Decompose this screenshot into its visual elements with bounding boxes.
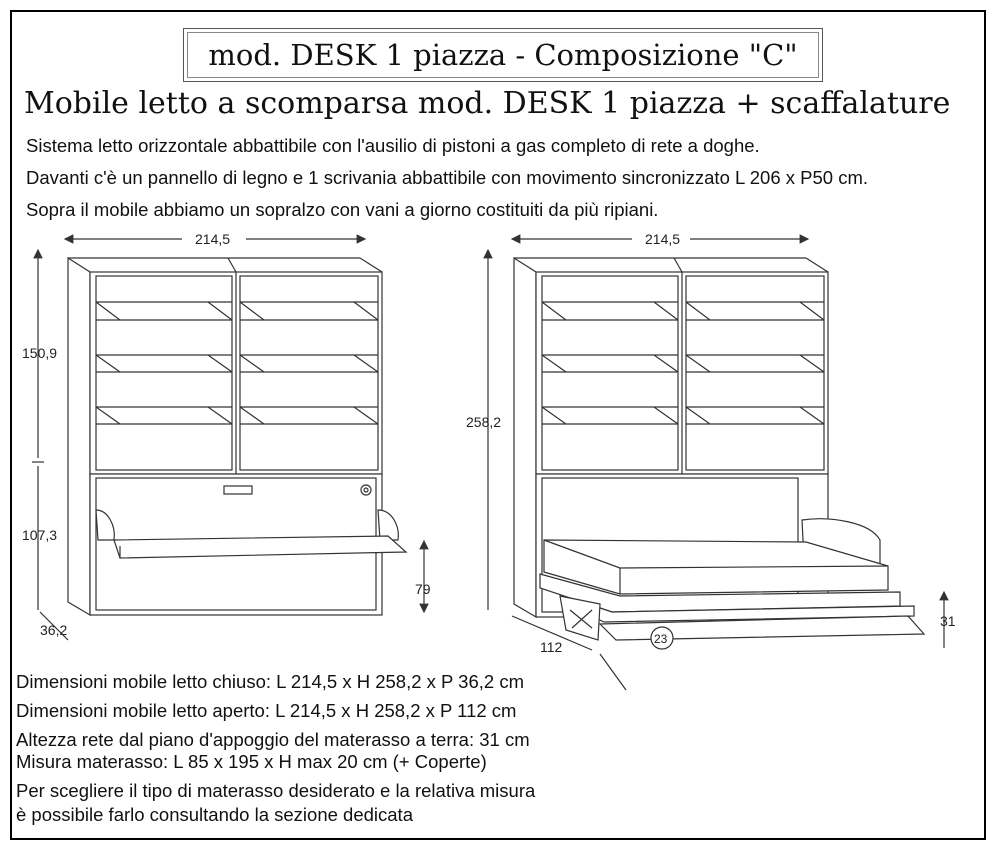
spec-open-dimensions: Dimensioni mobile letto aperto: L 214,5 x H 258,2 x P 112 cm [16,700,517,721]
left-upper-height-label: 150,9 [22,345,58,361]
left-view-closed [32,239,424,640]
right-total-height-label: 258,2 [466,414,502,430]
description-line-2: Davanti c'è un pannello di legno e 1 scrivania abbattibile con movimento sincronizzato L 206 x P50 cm. [26,167,868,188]
page-title: mod. DESK 1 piazza - Composizione "C" [208,38,798,72]
description-line-3: Sopra il mobile abbiamo un sopralzo con vani a giorno costituiti da più ripiani. [26,199,659,220]
left-lower-height-label: 107,3 [22,527,58,543]
right-leg-label: 23 [654,632,668,646]
right-mattress-height-label: 31 [940,613,956,629]
description-line-1: Sistema letto orizzontale abbattibile con l'ausilio di pistoni a gas completo di rete a doghe. [26,135,760,156]
product-heading: Mobile letto a scomparsa mod. DESK 1 piazza + scaffalature [24,86,951,121]
spec-note-line-2: è possibile farlo consultando la sezione dedicata [16,804,413,825]
left-depth-label: 36,2 [40,622,68,638]
spec-note-line-1: Per scegliere il tipo di materasso desiderato e la relativa misura [16,780,536,801]
right-width-label: 214,5 [645,231,681,247]
spec-closed-dimensions: Dimensioni mobile letto chiuso: L 214,5 x H 258,2 x P 36,2 cm [16,671,524,692]
left-width-label: 214,5 [195,231,231,247]
right-view-open [488,239,944,690]
left-desk-height-label: 79 [415,581,431,597]
spec-mattress-size: Misura materasso: L 85 x 195 x H max 20 cm (+ Coperte) [16,751,487,772]
right-open-depth-label: 112 [540,639,563,655]
spec-mattress-height: Altezza rete dal piano d'appoggio del materasso a terra: 31 cm [16,729,530,750]
